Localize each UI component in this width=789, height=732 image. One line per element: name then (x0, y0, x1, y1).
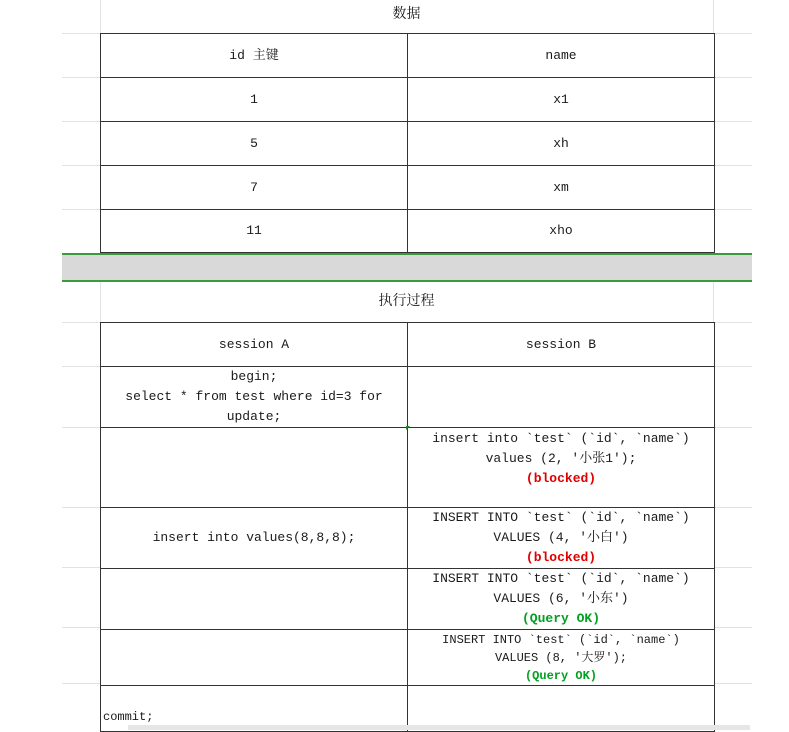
process-section-title: 执行过程 (378, 293, 435, 309)
session-b-cell[interactable] (408, 367, 715, 428)
table-row (101, 428, 715, 508)
session-b-cell[interactable] (408, 630, 715, 686)
sql-line: values (2, '小张1'); (485, 451, 637, 466)
table-row (101, 210, 715, 253)
cell-comment-marker (406, 426, 410, 430)
header-name-cell[interactable]: name (408, 34, 715, 78)
data-section-title: 数据 (392, 6, 421, 22)
header-session-a-cell[interactable]: session A (101, 323, 408, 367)
sql-line: INSERT INTO `test` (`id`, `name`) (432, 510, 690, 525)
horizontal-scrollbar[interactable] (128, 725, 750, 730)
header-id-cell[interactable]: id 主键 (101, 34, 408, 78)
status-blocked: (blocked) (525, 550, 597, 565)
sql-line: select * from test where id=3 for (125, 389, 383, 404)
table-row (101, 569, 715, 630)
table-header-row (101, 34, 715, 78)
separator-band (62, 253, 752, 282)
name-cell[interactable]: x1 (408, 78, 715, 122)
session-a-cell[interactable] (101, 367, 408, 428)
name-cell[interactable]: xm (408, 166, 715, 210)
data-table (100, 33, 715, 253)
sql-line: INSERT INTO `test` (`id`, `name`) (442, 632, 680, 647)
table-header-row (101, 323, 715, 367)
session-a-cell[interactable]: commit; (101, 686, 408, 732)
table-row (101, 122, 715, 166)
session-a-cell[interactable] (101, 630, 408, 686)
id-cell[interactable]: 5 (101, 122, 408, 166)
session-a-cell[interactable] (101, 569, 408, 630)
name-cell[interactable]: xho (408, 210, 715, 253)
session-b-cell[interactable] (408, 428, 715, 508)
sql-line: VALUES (6, '小东') (493, 591, 629, 606)
sql-line: insert into `test` (`id`, `name`) (432, 431, 690, 446)
session-a-cell[interactable]: insert into values(8,8,8); (101, 508, 408, 569)
status-query-ok: (Query OK) (521, 611, 600, 626)
id-cell[interactable]: 1 (101, 78, 408, 122)
sql-line: begin; (230, 369, 278, 384)
header-session-b-cell[interactable]: session B (408, 323, 715, 367)
sql-line: update; (226, 409, 282, 424)
session-b-cell[interactable] (408, 508, 715, 569)
name-cell[interactable]: xh (408, 122, 715, 166)
table-row (101, 166, 715, 210)
session-a-cell[interactable] (101, 428, 408, 508)
sql-line: INSERT INTO `test` (`id`, `name`) (432, 571, 690, 586)
sql-line: VALUES (4, '小白') (493, 530, 629, 545)
status-query-ok: (Query OK) (524, 668, 597, 683)
status-blocked: (blocked) (525, 471, 597, 486)
table-row (101, 630, 715, 686)
session-b-cell[interactable] (408, 569, 715, 630)
process-table (100, 322, 715, 732)
sheet-gridline (713, 280, 714, 325)
sql-line: VALUES (8, '大罗'); (494, 650, 628, 665)
id-cell[interactable]: 11 (101, 210, 408, 253)
table-row (101, 367, 715, 428)
id-cell[interactable]: 7 (101, 166, 408, 210)
table-row (101, 78, 715, 122)
table-row (101, 508, 715, 569)
